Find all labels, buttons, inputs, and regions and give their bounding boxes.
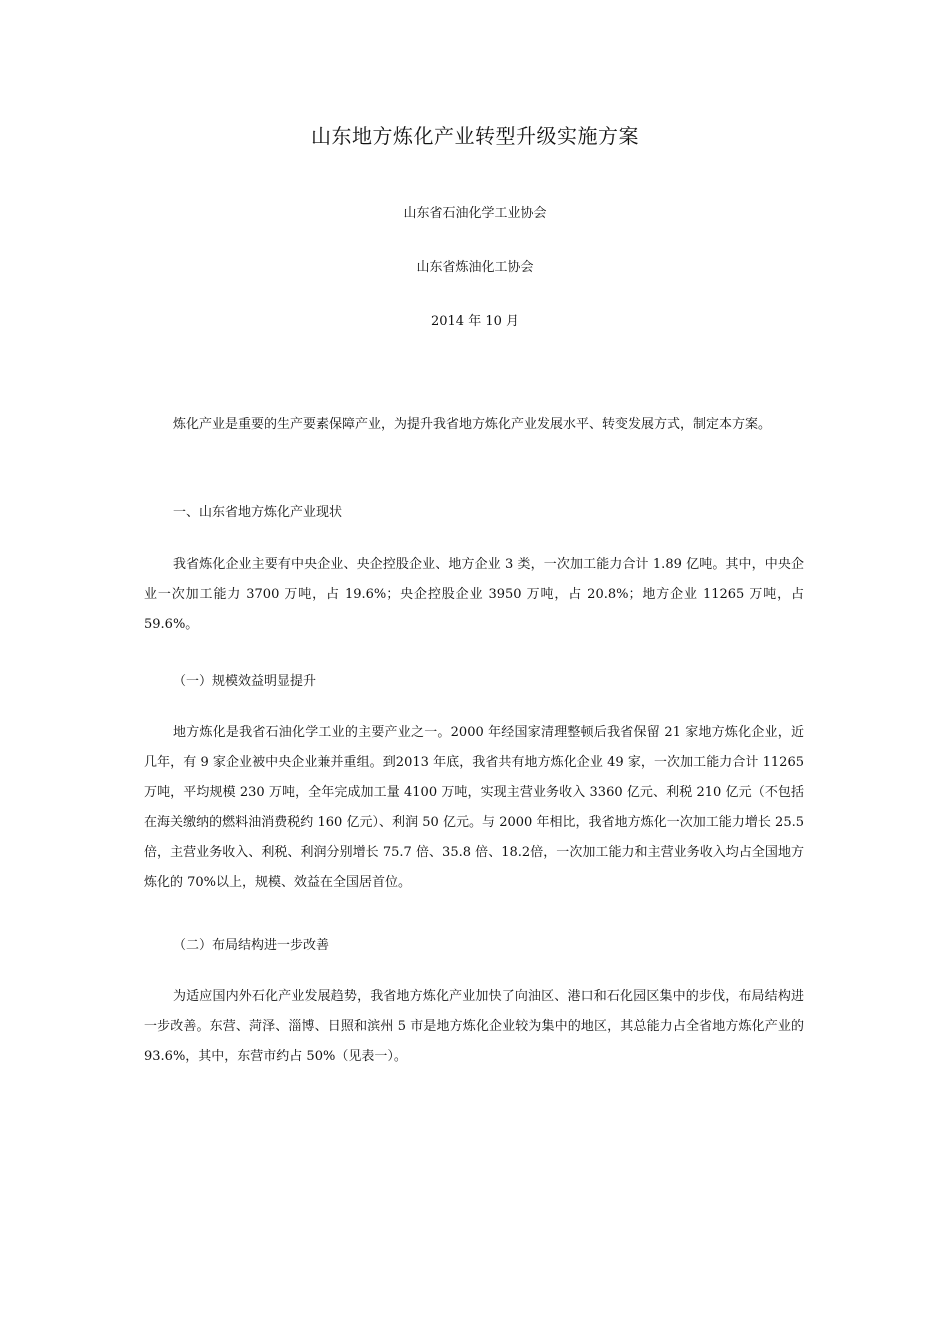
subsection-1-paragraph: 地方炼化是我省石油化学工业的主要产业之一。2000 年经国家清理整顿后我省保留 21 家地方炼化企业，近几年，有 9 家企业被中央企业兼并重组。到2013 年底，我省共有地方炼化企业 49 家，一次加工能力合计 11265 万吨，平均规模 230 万吨，全年完成加工量 4100 万吨，实现主营业务收入 3360 亿元、利税 210 亿元（不包括在海关缴纳的燃料油消费税约 160 亿元）、利润 50 亿元。与 2000 年相比，我省地方炼化一次加工能力增长 25.5 倍，主营业务收入、利税、利润分别增长 75.7 倍、35.8 倍、18.2倍，一次加工能力和主营业务收入均占全国地方炼化的 70%以上，规模、效益在全国居首位。	[144, 725, 804, 890]
subsection-heading-1: （一）规模效益明显提升	[173, 674, 317, 689]
section-1-paragraph: 我省炼化企业主要有中央企业、央企控股企业、地方企业 3 类，一次加工能力合计 1.89 亿吨。其中，中央企业一次加工能力 3700 万吨，占 19.6%；央企控股企业 3950 万吨，占 20.8%；地方企业 11265 万吨，占 59.6%。	[144, 557, 804, 632]
author-line-2: 山东省炼油化工协会	[416, 260, 534, 275]
section-heading-1: 一、山东省地方炼化产业现状	[173, 505, 343, 520]
intro-paragraph: 炼化产业是重要的生产要素保障产业，为提升我省地方炼化产业发展水平、转变发展方式，制定本方案。	[173, 417, 772, 432]
document-title: 山东地方炼化产业转型升级实施方案	[311, 124, 639, 148]
subsection-2-paragraph: 为适应国内外石化产业发展趋势，我省地方炼化产业加快了向油区、港口和石化园区集中的步伐，布局结构进一步改善。东营、菏泽、淄博、日照和滨州 5 市是地方炼化企业较为集中的地区，其总能力占全省地方炼化产业的 93.6%，其中，东营市约占 50%（见表一）。	[144, 989, 804, 1064]
document-date: 2014 年 10 月	[430, 314, 520, 329]
subsection-heading-2: （二）布局结构进一步改善	[173, 938, 330, 953]
author-line-1: 山东省石油化学工业协会	[403, 206, 547, 221]
